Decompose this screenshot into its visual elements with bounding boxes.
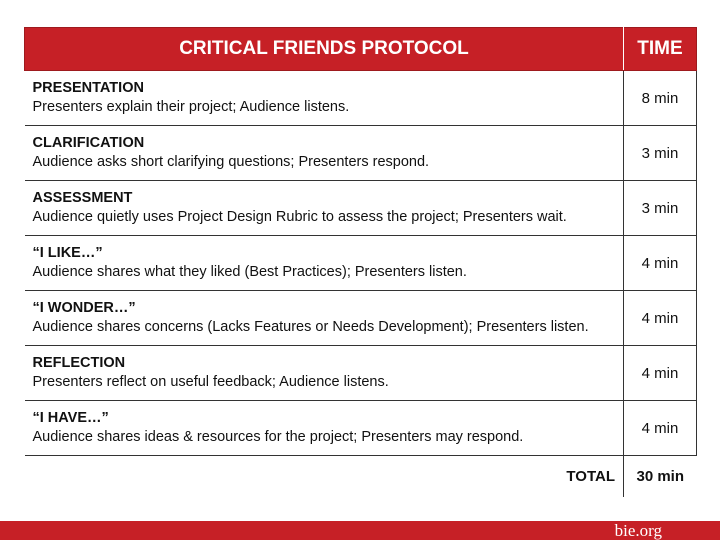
step-time: 3 min <box>624 126 697 181</box>
footer-brand-logo: bie.org <box>614 521 662 540</box>
step-title: “I WONDER…” <box>32 300 136 316</box>
step-time: 4 min <box>624 236 697 291</box>
table-row <box>25 346 697 401</box>
header-time: TIME <box>624 28 697 71</box>
step-cell <box>25 181 624 236</box>
step-title: REFLECTION <box>32 355 126 371</box>
step-title: ASSESSMENT <box>32 190 133 206</box>
step-title: CLARIFICATION <box>32 135 145 151</box>
footer-bar <box>0 521 720 540</box>
table-row <box>25 181 697 236</box>
step-time: 3 min <box>624 181 697 236</box>
step-time: 4 min <box>624 291 697 346</box>
step-description: Audience shares concerns (Lacks Features or Needs Development); Presenters listen. <box>32 319 589 335</box>
step-title: “I LIKE…” <box>32 245 103 261</box>
step-time: 4 min <box>624 346 697 401</box>
total-label: TOTAL <box>566 468 615 485</box>
header-row <box>25 28 697 71</box>
step-cell <box>25 71 624 126</box>
step-description: Audience shares ideas & resources for the project; Presenters may respond. <box>32 429 524 445</box>
step-description: Presenters reflect on useful feedback; Audience listens. <box>32 374 389 390</box>
step-cell <box>25 401 624 456</box>
step-description: Audience asks short clarifying questions; Presenters respond. <box>32 154 430 170</box>
table-row <box>25 71 697 126</box>
table-row <box>25 236 697 291</box>
table-row <box>25 401 697 456</box>
total-row <box>25 456 697 498</box>
step-cell <box>25 126 624 181</box>
step-time: 4 min <box>624 401 697 456</box>
step-time: 8 min <box>624 71 697 126</box>
table-row <box>25 291 697 346</box>
step-description: Audience shares what they liked (Best Practices); Presenters listen. <box>32 264 467 280</box>
step-cell <box>25 236 624 291</box>
table-row <box>25 126 697 181</box>
step-description: Presenters explain their project; Audience listens. <box>32 99 350 115</box>
total-value: 30 min <box>624 456 697 498</box>
step-title: PRESENTATION <box>32 80 144 96</box>
step-cell <box>25 346 624 401</box>
header-protocol: CRITICAL FRIENDS PROTOCOL <box>25 28 624 71</box>
step-cell <box>25 291 624 346</box>
protocol-table <box>24 27 697 497</box>
step-description: Audience quietly uses Project Design Rubric to assess the project; Presenters wait. <box>32 209 567 225</box>
step-title: “I HAVE…” <box>32 410 109 426</box>
